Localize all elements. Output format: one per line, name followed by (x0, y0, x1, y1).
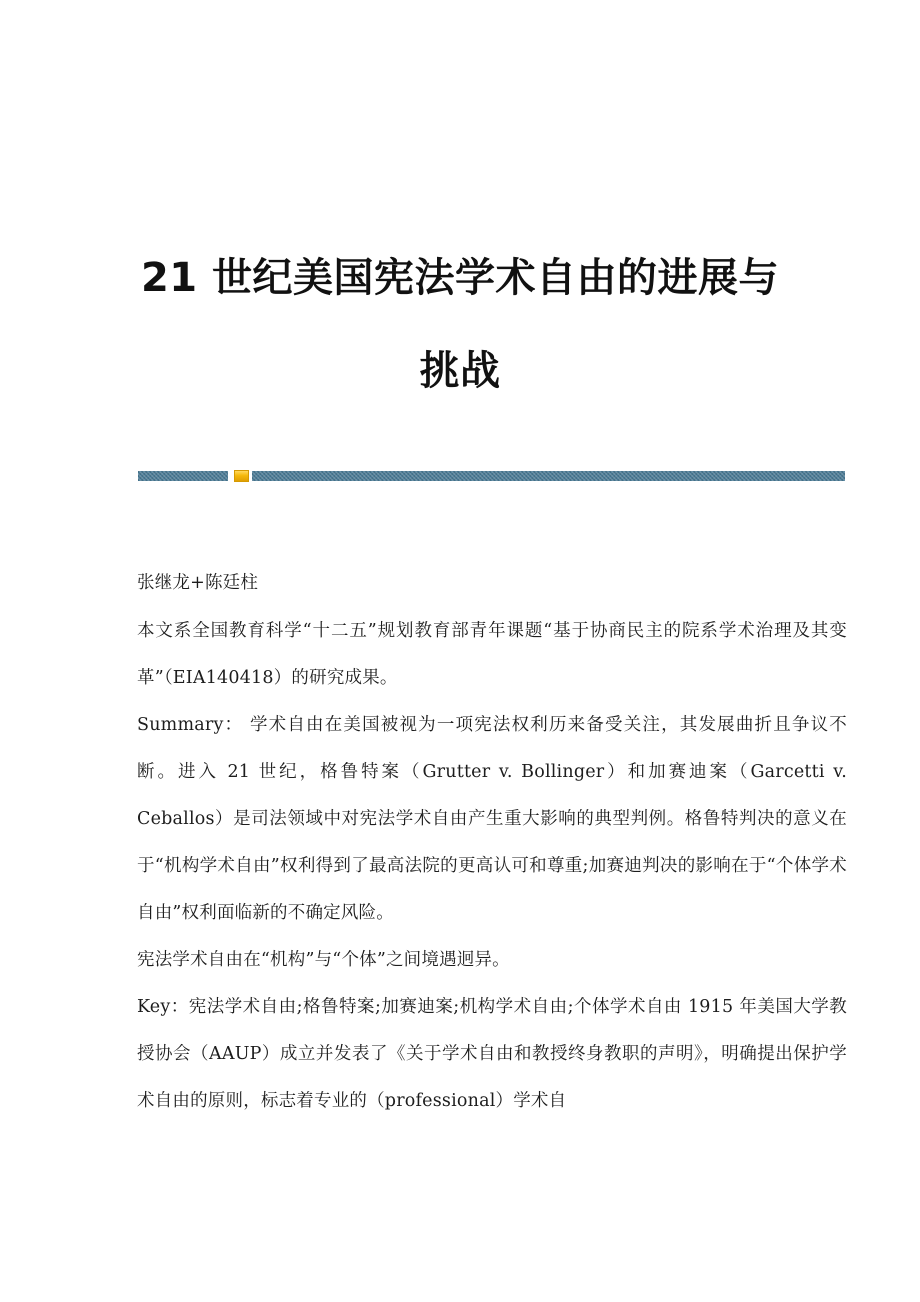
author-byline: 张继龙+陈廷柱 (137, 573, 259, 593)
page-title: 21 世纪美国宪法学术自由的进展与挑战 (140, 254, 780, 394)
abstract-summary: Summary： 学术自由在美国被视为一项宪法权利历来备受关注，其发展曲折且争议不断。进入 21 世纪，格鲁特案（Grutter v. Bollinger）和加赛迪案（Garcetti v. Ceballos）是司法领域中对宪法学术自由产生重大影响的典型判例。格鲁特判决的意义在于“机构学术自由”权利得到了最高法院的更高认可和尊重;加赛迪判决的影响在于“个体学术自由”权利面临新的不确定风险。 (137, 715, 847, 923)
gold-square-accent-icon (234, 470, 249, 482)
section-divider (138, 470, 845, 482)
document-body (137, 558, 847, 1125)
funding-note: 本文系全国教育科学“十二五”规划教育部青年课题“基于协商民主的院系学术治理及其变革”（EIA140418）的研究成果。 (137, 621, 847, 688)
keywords-paragraph: Key：宪法学术自由;格鲁特案;加赛迪案;机构学术自由;个体学术自由 1915 年美国大学教授协会（AAUP）成立并发表了《关于学术自由和教授终身教职的声明》，明确提出保护学术自由的原则，标志着专业的（professional）学术自 (137, 997, 847, 1111)
abstract-summary-tail: 宪法学术自由在“机构”与“个体”之间境遇迥异。 (137, 950, 510, 970)
